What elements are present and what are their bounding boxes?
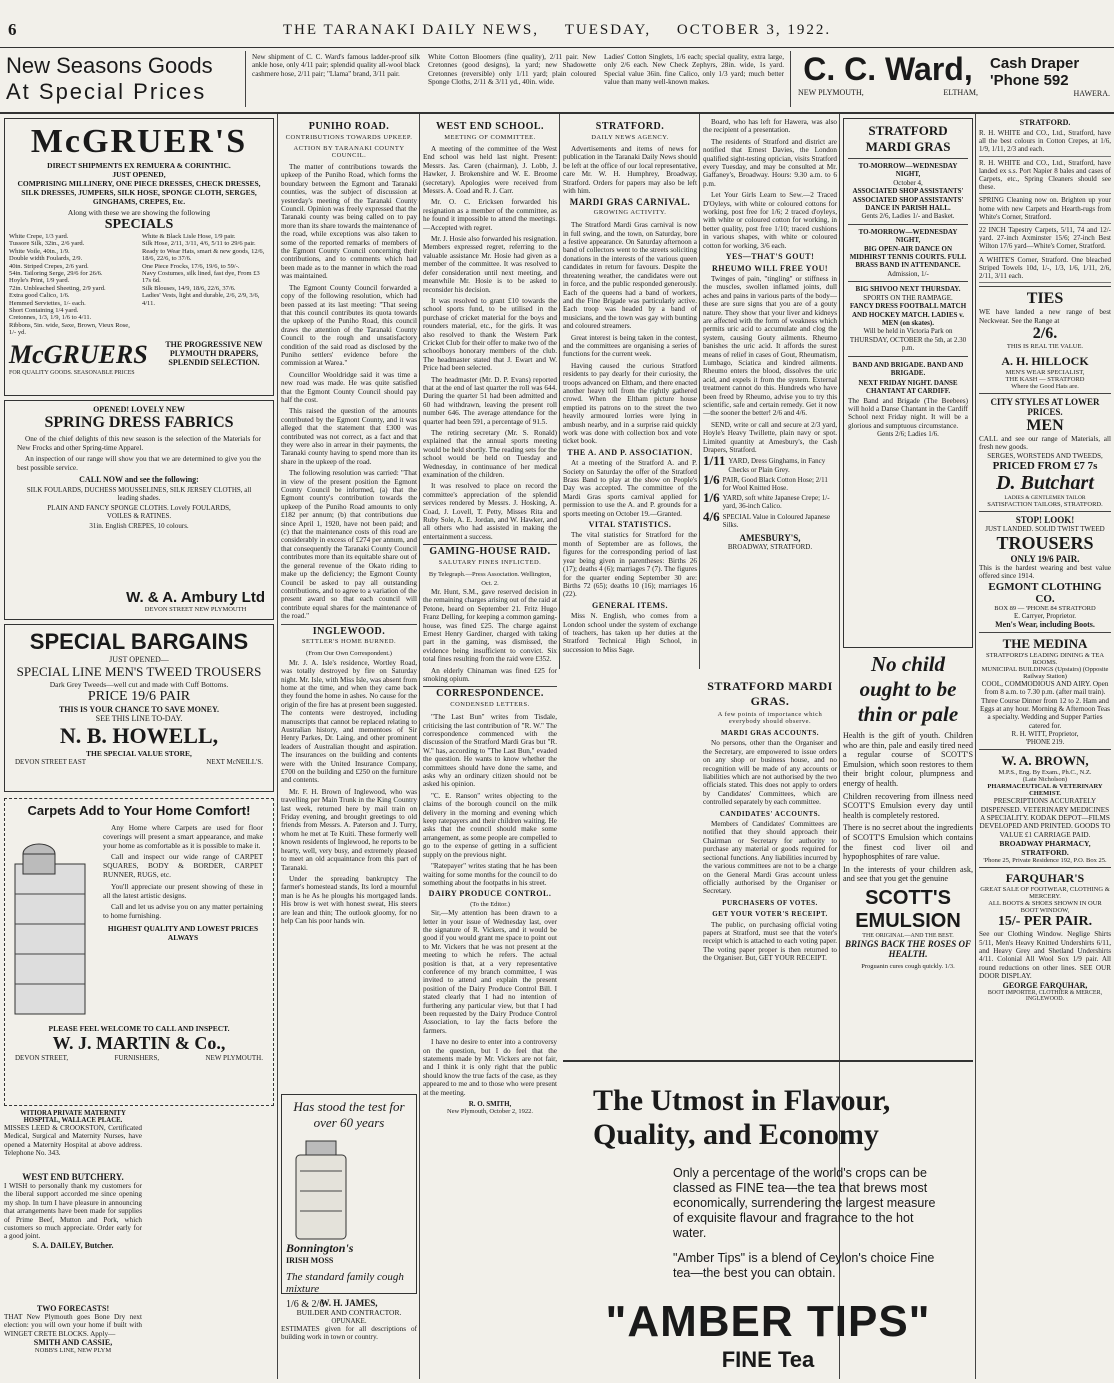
james-advert <box>281 1298 417 1380</box>
ties-head: TIES <box>1026 290 1064 308</box>
egmont-menswear: Men's Wear, including Boots. <box>995 619 1095 629</box>
school-sub: MEETING OF COMMITTEE. <box>444 134 536 141</box>
paper-title-line <box>0 22 1114 39</box>
paper-day: TUESDAY, <box>564 22 652 38</box>
mardi-ad-title-2: MARDI GRAS <box>865 139 951 154</box>
martin-text: Any Home where Carpets are used for floor coverings will present a smart appearance, and make your home as comfortable as it is possible to make it. <box>103 823 263 850</box>
ambury-opened: OPENED! LOVELY NEW <box>93 405 185 414</box>
mardi-gras-notice: STRATFORD MARDI GRAS. A few points of importance which everybody should observe. MARDI GRAS ACCOUNTS. No persons, other than the Organiser and the Secretary, are empowered to issue orders on any shop or business house, and no recognition will be made of any accounts or liabilities which are not authorised by the two officials stated. This does not apply to orders by Candidates' Committees, which are controlled separately by each committee. CANDIDATES' ACCOUNTS. Members of Candidates' Committees are notified that they should approach their Chairman or Secretary for authority to purchase any material or goods required for sectional functions. Any liabilities incurred by the various committees are not to be a charge on the General Mardi Gras account unless officially authorised by the Organiser or Secretary. PURCHASERS OF VOTES. GET YOUR VOTER'S RECEIPT. The public, on purchasing official voting papers at Stratford, must see that the voter's receipt which is attached to each voting paper. The voting paper proper is then returned to the Organiser. But, GET YOUR RECEIPT. <box>703 679 837 963</box>
event-price: Gents 2/6, Ladies 1/- and Basket. <box>861 212 955 221</box>
ward-advert-strip <box>0 49 1114 111</box>
mardi-title: STRATFORD MARDI GRAS. <box>707 679 833 708</box>
medina-name: THE MEDINA <box>1002 635 1088 651</box>
rheumo-head: RHEUMO WILL FREE YOU! <box>711 263 829 273</box>
dairy-sig2: New Plymouth, October 2, 1922. <box>446 1108 534 1116</box>
ward-headline-2: At Special Prices <box>6 79 207 104</box>
amesbury-item <box>703 453 837 474</box>
howell-addr-left: DEVON STREET EAST <box>15 758 87 766</box>
howell-firm: N. B. HOWELL, <box>59 723 219 748</box>
ambury-text1: One of the chief delights of this new season is the selection of the Materials for New Frocks and other Spring-time Apparel. <box>17 435 261 452</box>
martin-title: Carpets Add to Your Home Comfort! <box>27 803 251 818</box>
forecasts-text: THAT New Plymouth goes Bone Dry next election: you will own your home if built with WINGET CRETE BLOCKS. Apply— <box>4 1313 142 1338</box>
stratford-head: STRATFORD. <box>595 121 665 132</box>
white-corner-item: A WHITE'S Corner, Stratford. One bleached Striped Towels 10d, 1/-, 1/3, 1/6, 1/11, 2/6, 2/11, 3/11 each. <box>979 256 1111 284</box>
ambury-list: SILK FOULARDS, DUCHESS MOUSSELINES, SILK JERSEY CLOTHS, all leading shades. <box>26 486 252 502</box>
amber-brand-sub: FINE Tea <box>721 1347 815 1372</box>
martin-addr-2: FURNISHERS, <box>114 1054 160 1062</box>
event <box>848 228 968 282</box>
col7-stratford: STRATFORD. <box>1019 118 1071 127</box>
receipt-head: GET YOUR VOTER'S RECEIPT. <box>712 910 828 919</box>
special-item: Ready to Wear Hats, smart & new goods, 12/6, 18/6, 22/6, to 37/6. <box>142 247 265 263</box>
event-when: TO-MORROW—WEDNESDAY NIGHT, <box>858 162 958 179</box>
ties-text: WE have landed a new range of best Neckwear. See the Range at <box>979 308 1111 325</box>
special-item: White & Black Lisle Hose, 1/9 pair. <box>142 233 236 240</box>
growing-activity: GROWING ACTIVITY. <box>593 208 667 216</box>
egmont-carryer: E. Carryer, Proprietor. <box>1013 611 1077 620</box>
farquhar-name: FARQUHAR'S <box>1005 871 1085 886</box>
special-item: Navy Costumes, silk lined, fast dye, From £3 17s 6d. <box>142 270 260 285</box>
hillock-sub: MEN'S WEAR SPECIALIST, <box>1005 369 1085 377</box>
men-priced: PRICED FROM £7 7s <box>992 459 1098 472</box>
col4-articles: STRATFORD. DAILY NEWS AGENCY. Advertisements and items of news for publication in the Taranaki Daily News should be left at the office of our local representative, care Mr. W. H. Humphrey, Broadway, Stratford. Orders for papers may also be left with him. MARDI GRAS CARNIVAL. GROWING ACTIVITY. The Stratford Mardi Gras carnival is now in full swing, and the town, on Saturday, bore a festive appearance. On Saturday afternoon a band of collectors went to the streets soliciting donations in the interests of the various queen candidates in return for favours. Despite the threatening weather, the candidates were out in force, and the public responded generously. Each of the queens had a band of workers, and the Fine Brigade was particularly active. Each troop was headed by a band of musicians, and the town was gay with bunting and coloured streamers. Great interest is being taken in the contest, and the committees are organising a series of functions for the current week. Having caused the curious Stratford residents to pay dearly for their curiosity, the troops advanced on Eltham, and there enacted another heavy toll from the rightly gathered crowd. When the Eltham picture house emptied its patrons on to the street the two heavily armoured lorries were lying in ambush nearby, and in a surprise raid quickly work was done with collection box and vote ticket book. THE A. AND P. ASSOCIATION. At a meeting of the Stratford A. and P. Society on Saturday the offer of the Stratford Brass Band to play at the show on People's Day was accepted. The committee of the Mardi Gras sports carnival applied for permission to use the A. and P. grounds for a sports meeting on October 19.—Granted. VITAL STATISTICS. The vital statistics for Stratford for the month of September are as follows, the figures for the corresponding period of last year being given in parentheses: Births 26 (17); deaths 4 (6); marriages 7 (7). The figures for the quarter ending September 30 are: Births 72 (65); deaths 10 (16); marriages 16 (22). GENERAL ITEMS. Miss N. English, who comes from a London school under the system of exchange of teachers, has taken up her duties at the Stratford Technical High School, in succession to Miss Sage. <box>563 121 697 654</box>
howell-desc: Dark Grey Tweeds—well cut and made with Cuff Bottoms. <box>49 680 229 689</box>
bonnington-name: Bonnington's <box>286 1241 354 1255</box>
ward-firm-name: C. C. Ward, <box>803 51 973 87</box>
mardi-ad-title-1: STRATFORD <box>868 123 948 138</box>
ambury-firm: W. & A. Ambury Ltd <box>126 589 265 606</box>
event-price: Will be held in Victoria Park on THURSDAY, OCTOBER the 5th, at 2.30 p.m. <box>849 327 967 353</box>
brown-name: W. A. BROWN, <box>1001 753 1089 769</box>
mcgruer-right-tag: THE PROGRESSIVE NEW PLYMOUTH DRAPERS, SPLENDID SELECTION. <box>165 339 263 367</box>
scott-tag: BRINGS BACK THE ROSES OF HEALTH. <box>844 938 972 959</box>
event-date: SPORTS ON THE RAMPAGE. <box>863 293 953 302</box>
bonnington-sub: IRISH MOSS <box>286 1256 334 1265</box>
witiora-head: WITIORA PRIVATE MATERNITY HOSPITAL, WALLACE PLACE. <box>20 1110 126 1124</box>
martin-addr-1: DEVON STREET, <box>15 1054 69 1062</box>
event <box>848 285 968 356</box>
hillock-kash: THE KASH — STRATFORD <box>1005 376 1085 384</box>
trousers-text: This is the hardest wearing and best value offered since 1914. <box>979 563 1111 581</box>
amber-headline-1: The Utmost in Flavour, <box>593 1084 891 1117</box>
brown-text: PRESCRIPTIONS ACCURATELY DISPENSED. VETERINARY MEDICINES A SPECIALITY. KODAK DEPOT—FILMS DEVELOPED AND PRINTED. GOODS TO VALUE £1 CARRIAGE PAID. <box>979 797 1111 839</box>
witt-name: R. H. WITT, Proprietor, <box>1011 730 1079 739</box>
howell-tag: THE SPECIAL VALUE STORE, <box>86 749 192 758</box>
amesbury-item-price: 1/6 <box>703 490 720 506</box>
scott-brand-1: SCOTT'S <box>865 886 951 909</box>
james-name: W. H. JAMES, <box>320 1298 378 1308</box>
cardiff-price: Gents 2/6; Ladies 1/6. <box>877 430 939 439</box>
special-item: One Piece Frocks, 17/6, 19/6, to 59/-. <box>142 262 240 270</box>
martin-adv: Call and let us advise you on any matter pertaining to home furnishing. <box>103 902 263 921</box>
amber-headline-2: Quality, and Economy <box>593 1118 879 1151</box>
butchart-logo: D. Butchart <box>996 471 1094 494</box>
special-item: White Crepe, 1/3 yard. <box>9 233 69 240</box>
event-what: BIG OPEN-AIR DANCE ON MIDHIRST TENNIS COURTS. FULL BRASS BAND IN ATTENDANCE. <box>849 244 967 270</box>
ward-town-1: NEW PLYMOUTH, <box>798 88 864 97</box>
howell-chance: THIS IS YOUR CHANCE TO SAVE MONEY. <box>58 705 220 714</box>
paper-title: THE TARANAKI DAILY NEWS, <box>282 22 539 38</box>
bonnington-price: 1/6 & 2/6 <box>286 1299 325 1310</box>
martin-appr: You'll appreciate our present showing of these in all the latest artistic designs. <box>103 881 263 900</box>
howell-line: SPECIAL LINE MEN'S TWEED TROUSERS <box>16 664 262 679</box>
amesbury-item <box>703 471 837 493</box>
ambury-call: CALL NOW and see the following: <box>79 475 199 484</box>
special-item: Hoyle's Print, 1/9 yard. <box>9 277 70 285</box>
martin-welcome: PLEASE FEEL WELCOME TO CALL AND INSPECT. <box>48 1024 230 1033</box>
event-what: FANCY DRESS FOOTBALL MATCH AND HOCKEY MATCH. LADIES v. MEN (on skates). <box>849 302 967 327</box>
col3-articles: WEST END SCHOOL. MEETING OF COMMITTEE. A meeting of the committee of the West End school was held last night. Present: Messrs. Jas. Caren (chairman), J. Lobb, J. Hawker, J. Brokenshire and W. E. Broome (secretary). Apologies were received from Messrs. A. Coad and R. J. Carr. Mr. O. C. Ericksen forwarded his resignation as a member of the committee, as he found it impossible to attend the meetings.—Accepted with regret. Mr. J. Hosie also forwarded his resignation. Members expressed regret, referring to the valuable assistance Mr. Hosie had given as a member of the committee. It was resolved to defer consideration until next meeting, and meanwhile Mr. Hosie is to be asked to reconsider his decision. It was resolved to grant £10 towards the school sports fund, to be utilised in the purchase of cricket material for the boys and rounders material, etc., for the girls. It was also resolved to thank the Western Park Cricket Club for their offer to make two of the schoolboys honorary members of the club. The headmaster stated that J. Ewart and W. Price had been selected. The headmaster (Mr. D. P. Evans) reported that at the end of last quarter the roll was 644. During the quarter 51 had been admitted and 60 had withdrawn, leaving the present roll number 646. The average attendance for the quarter had been 591, a percentage of 91.5. The retiring secretary (Mr. S. Ronald) explained that the annual sports meeting would be held shortly. The reading sets for the school would be held on Tuesday and Wednesday, in continuance of her medical examination of the children. It was resolved to place on record the committee's appreciation of the splendid services rendered by Messrs. J. Hosking, A. Coad, J. Lovell, T. Petty, Misses Rita and Ruby Sole, A. E. Jordan, and W. Hawker, and all others who had assisted in making the entertainment a success. GAMING-HOUSE RAID. SALUTARY FINES INFLICTED. By Telegraph.—Press Association. Wellington, Oct. 2. Mr. Hunt, S.M., gave reserved decision in the remaining charges arising out of the raid at Petone, heard on September 21. Fritz Hugo Franz Delling, for keeping a common gaming-house, was fined £25. The charge against Ernest Henry Gardiner, charged with taking part in the gaming, was dismissed, the evidence being insufficient to convict. Six total fines resulting from the raid were £352. An elderly Chinaman was fined £25 for smoking opium. CORRESPONDENCE. CONDENSED LETTERS. "The Last Bun" writes from Tisdale, criticising the last contribution of "R. W." The correspondence commenced with the discussion of the Stratford Mardi Gras but "R. W." has, according to "The Last Bun," evaded the question. He wants to know whether the committees should have done the same, and asks why an ordinary citizen should not be asked his opinion. "C. E. Ranson" writes objecting to the claims of the borough council on the milk delivery in the morning and evening which keep ratepayers and their children waiting. He asks that the council should make some arrangement, as some people are compelled to go to the expense of getting in a sufficient supply on the previous night. "Ratepayer" writes stating that he has been waiting for some months for the council to do something about the footpaths in his street. DAIRY PRODUCE CONTROL. (To the Editor.) Sir,—My attention has been drawn to a letter in your issue of Wednesday last, over the signature of R. Vickers, and it would be good if you would grant me space to point out to Mr. Vickers that he was not present at the meeting to which he refers. The actual position is that, at a very representative conference of my branch committee, I was invited to attend and explain the present position of the Dairy Produce Control Bill. I stated clearly that I had no intention of furthering any particular view, but that I had been requested by the Dairy Produce Control Association, to lay the facts before the farmers. I have no desire to enter into a controversy on the question, but I do feel that the statements made by Mr. Vickers are not fair, and I think it is only right that the public should know the true facts of the case, as they appeared to me and to those who were present at the meeting. R. O. SMITH, New Plymouth, October 2, 1922. <box>423 121 557 1116</box>
agency: DAILY NEWS AGENCY. <box>591 134 669 141</box>
brown-late: (Late Nicholson) <box>1022 776 1068 784</box>
ward-phone: 'Phone 592 <box>990 72 1069 89</box>
corr-sub: CONDENSED LETTERS. <box>450 700 530 708</box>
witiora-notice <box>4 1110 142 1168</box>
amesbury-addr: BROADWAY, STRATFORD. <box>727 543 813 552</box>
scott-head-1: No child <box>870 652 946 676</box>
col7-adverts <box>979 118 1111 1380</box>
special-item: Double width Foulards, 2/9. <box>9 255 83 263</box>
page-number: 6 <box>8 20 17 39</box>
ward-town-2: ELTHAM, <box>943 88 978 97</box>
special-item: Extra good Calico, 1/6. <box>9 292 70 300</box>
special-item: Cretonnes, 1/3, 1/9, 1/6 to 4/11. <box>9 314 92 322</box>
trousers-price: ONLY 19/6 PAIR. <box>1010 553 1080 564</box>
vital-head: VITAL STATISTICS. <box>588 520 672 530</box>
farquhar-george: GEORGE FARQUHAR, <box>1002 980 1088 990</box>
medina-sub: STRATFORD'S LEADING DINING & TEA ROOMS. <box>985 651 1105 666</box>
howell-advert <box>4 624 274 792</box>
special-item: 72in. Unbleached Sheeting, 2/9 yard. <box>9 284 106 292</box>
amesbury-item-price: 4/6 <box>703 508 720 524</box>
martin-call: Call and inspect our wide range of CARPET SQUARES, BODY & BORDER, CARPET RUNNER, RUGS, etc. <box>103 852 263 879</box>
amesbury-item-text: YARD, Dress Ginghams, in Fancy Checks or Plain Grey. <box>728 457 826 474</box>
amesbury-item <box>703 508 837 529</box>
event-list <box>848 162 968 357</box>
amesbury-firm: AMESBURY'S, <box>739 533 801 544</box>
amber-brand: "AMBER TIPS" <box>605 1297 931 1346</box>
stop-look: STOP! LOOK! <box>1015 514 1075 525</box>
scott-head-2: ought to be <box>859 677 957 701</box>
butchart-sub: LADIES & GENTLEMEN TAILOR <box>1004 494 1086 501</box>
bottle-illustration <box>286 1131 356 1241</box>
corr-head: CORRESPONDENCE. <box>436 688 544 700</box>
dairy-to: (To the Editor.) <box>470 900 510 908</box>
butchery-sig: S. A. DAILEY, Butcher. <box>32 1240 114 1250</box>
howell-see: SEE THIS LINE TO-DAY. <box>95 714 183 723</box>
puniho-sub2: ACTION BY TARANAKI COUNTY COUNCIL. <box>293 145 405 159</box>
mardi-sub: A few points of importance which everybody should observe. <box>717 711 823 725</box>
special-item: Ribbons, 5in. wide, Saxe, Brown, Vieux Rose, 1/- yd. <box>9 321 130 337</box>
ward-col-a: New shipment of C. C. Ward's famous ladder-proof silk ankle hose, only 4/11 pair; splendid quality all-wool black cashmere hose, 2/11 pair; "Llama" brand, 3/11 pair. <box>252 53 420 78</box>
mcgruer-specials: SPECIALS <box>104 217 174 232</box>
puniho-sub: CONTRIBUTIONS TOWARDS UPKEEP. <box>285 134 413 141</box>
mcgruer-advert <box>4 118 274 396</box>
ward-col-c: Ladies' Cotton Singlets, 1/6 each; special quality, extra large, only 2/6 each. New Check Zephyrs, 28in. wide, 1s yard. Special value 36in. fine Calico, only 1/3 yard; much better value than many well-known makes. <box>604 53 784 87</box>
gaming-head: GAMING-HOUSE RAID. <box>429 546 551 558</box>
ties-value: THIS IS REAL TIE VALUE. <box>1006 343 1084 351</box>
cardiff-text: The Band and Brigade (The Beebees) will hold a Danse Chantant in the Cardiff School next Friday night. It will be a glorious and sumptuous circumstance. <box>848 396 968 430</box>
medina-text: COOL, COMMODIOUS AND AIRY. Open from 8 a.m. to 7.30 p.m. (after mail train). Three Course Dinner from 12 to 2. Ham and Eggs at any hour. Morning & Afternoon Teas a specialty. Wedding and Supper Parties catered for. <box>980 679 1110 730</box>
gout-head: YES—THAT'S GOUT! <box>725 252 815 262</box>
howell-price: PRICE 19/6 PAIR <box>87 689 191 704</box>
proguanin: Proguanin cures cough quickly. 1/3. <box>861 962 955 970</box>
james-trade: BUILDER AND CONTRACTOR. <box>296 1308 402 1317</box>
bonnington-tag: The standard family cough mixture <box>286 1271 404 1295</box>
white-corner-item: R. H. WHITE and CO., Ltd., Stratford, have landed ex s.s. Port Napier 8 bales and cases of Carpets, etc., Spring Cleaners should see these. <box>979 159 1111 195</box>
brown-chem: PHARMACEUTICAL & VETERINARY CHEMIST. <box>987 783 1103 798</box>
event-when: TO-MORROW—WEDNESDAY NIGHT, <box>858 227 958 245</box>
mcgruer-left-list <box>9 233 136 337</box>
mcgruer-logo-tag: FOR QUALITY GOODS. SEASONABLE PRICES <box>9 369 135 376</box>
col5-articles: Board, who has left for Hawera, was also the recipient of a presentation. The residents of Stratford and district are notified that Ernest Davies, the London qualified sight-testing optician, visits Stratford every Tuesday, and may be consulted at Mr. Gaffaney's, Broadway. Hours: 9.30 a.m. to 6 p.m. Let Your Girls Learn to Sew.—2 Traced D'Oyleys, with white or coloured cottons for working, post free for 1/6; 2 traced d'oyleys, with white or coloured cotton for working, in better quality, post free 1/10; traced cushions in various shapes, with white or coloured cotton for working, 3/6 each. YES—THAT'S GOUT! RHEUMO WILL FREE YOU! Twinges of pain, "tingling" or stiffness in the muscles, swollen inflamed joints, dull aches and pains in various parts of the body—these are sure signs that you are of a gouty nature. They show that your liver and kidneys are affected with the form of weakness which permits uric acid to accumulate and clog the system, causing Gouty ailments. Rheumo banishes the uric acid. It affords the surest means of relief in cases of Gout, Rheumatism, Lumbago, Sciatica and kindred ailments. Rheumo enters the blood, dissolves the uric acid, and expels it from the system. External treatment cannot do this. Hundreds who have been freed by Rheumo, advise you to try this scientific, safe and certain remedy. Get it now—the sooner the better! 2/6 and 4/6. SEND, write or call and secure at 2/3 yard, Hoyle's Heavy Twillette, plain navy or spot. Limited quantity at Amesbury's, the Cash Drapers, Stratford. 1/11 YARD, Dress Ginghams, in Fancy Checks or Plain Grey. 1/6 PAIR, Good Black Cotton Hose; 2/11 for Wool Knitted Hose. 1/6 YARD, soft white Japanese Crepe; 1/- yard, 36-inch Calico. 4/6 SPECIAL Value in Coloured Japanese Silks. AMESBURY'S, BROADWAY, STRATFORD. <box>703 118 837 552</box>
puniho-head: PUNIHO ROAD. <box>308 121 390 132</box>
mardi-gras-events-advert <box>843 118 973 648</box>
event-when: BIG SHIVOO NEXT THURSDAY. <box>855 285 961 294</box>
hillock-hats: Where the Good Hats are. <box>1011 383 1079 391</box>
ambury-title: SPRING DRESS FABRICS <box>44 414 234 431</box>
scott-brand-2: EMULSION <box>855 909 961 932</box>
special-item: Ladies' Vests, light and durable, 2/6, 2/9, 3/6, 4/11. <box>142 292 260 307</box>
masthead <box>0 0 1114 46</box>
martin-advert <box>4 798 274 1106</box>
just-landed: JUST LANDED. SOLID TWIST TWEED <box>985 524 1105 533</box>
trousers-head: TROUSERS <box>996 532 1094 553</box>
cand-head: CANDIDATES' ACCOUNTS. <box>719 809 821 818</box>
school-head: WEST END SCHOOL. <box>435 121 545 132</box>
forecasts-notice <box>4 1304 142 1380</box>
amber-tips-advert <box>563 1060 973 1380</box>
pharmacy-phone: 'Phone 25, Private Residence 192, P.O. Box 25. <box>983 857 1107 865</box>
dairy-sig: R. O. SMITH, <box>468 1100 512 1109</box>
howell-just: JUST OPENED— <box>109 655 169 664</box>
ward-town-3: HAWERA. <box>1073 89 1110 98</box>
amesbury-item-list <box>703 453 837 529</box>
event <box>848 162 968 225</box>
james-town: OPUNAKE. <box>331 1317 367 1325</box>
amesbury-item-text: YARD, soft white Japanese Crepe; 1/- yard, 36-inch Calico. <box>722 494 830 511</box>
band-brigade: BAND AND BRIGADE. BAND AND BRIGADE. <box>852 360 964 377</box>
forecasts-addr: NOBB'S LINE, NEW PLYM <box>34 1347 112 1355</box>
martin-addr-3: NEW PLYMOUTH. <box>205 1054 263 1062</box>
ambury-advert <box>4 400 274 620</box>
pharmacy-name: BROADWAY PHARMACY, STRATFORD. <box>999 839 1091 858</box>
hillock-name: A. H. HILLOCK <box>1001 354 1089 369</box>
ward-col-b: White Cotton Bloomers (fine quality), 2/11 pair. New Cretonnes (good designs), la yard; new Shadowette Cretonnes (reversible) only 1/11 yard; plain coloured Sponge Cloths, 2/11 & 3/11 yd., 40in. wide. <box>428 53 596 87</box>
butchery-head: WEST END BUTCHERY. <box>22 1172 124 1182</box>
scott-text: Health is the gift of youth. Children who are thin, pale and easily tired need a regular course of SCOTT'S Emulsion, which soon restores to them their bright colour, plumpness and energy of health. <box>843 731 973 788</box>
cardiff-head: NEXT FRIDAY NIGHT. DANSE CHANTANT AT CARDIFF. <box>858 378 958 395</box>
men-serges: SERGES, WORSTEDS AND TWEEDS, <box>987 451 1103 460</box>
witt-phone: 'PHONE 219. <box>1025 738 1065 747</box>
amber-text1: Only a percentage of the world's crops can be classed as FINE tea—the tea that brews most economically, surrendering the largest measure of exquisite flavour and fragrance to the hot water. <box>673 1166 936 1240</box>
amesbury-item <box>703 490 837 511</box>
howell-title: SPECIAL BARGAINS <box>29 629 249 654</box>
scott-text3: There is no secret about the ingredients of SCOTT'S Emulsion which contains the finest cod liver oil and hypophosphites of rare value. <box>843 823 973 862</box>
mardi-carnival-head: MARDI GRAS CARNIVAL. <box>569 197 691 208</box>
egmont-name: EGMONT CLOTHING CO. <box>988 580 1102 605</box>
egmont-box: BOX 89 — 'PHONE 84 STRATFORD <box>994 604 1096 612</box>
paper-date: OCTOBER 3, 1922. <box>676 22 832 38</box>
farquhar-boots: ALL BOOTS & SHOES SHOWN IN OUR BOOT WINDOW, <box>988 900 1102 915</box>
martin-quality: HIGHEST QUALITY AND LOWEST PRICES ALWAYS <box>107 923 259 942</box>
farquhar-price: 15/- PER PAIR. <box>997 914 1093 930</box>
amesbury-item-price: 1/6 <box>703 471 720 487</box>
special-item: White Voile, 40in., 1/9. <box>9 247 70 255</box>
mcgruer-title: McGRUER'S <box>30 123 248 160</box>
howell-addr-right: NEXT McNEILL'S. <box>206 758 263 766</box>
forecasts-firm: SMITH AND CASSIE, <box>33 1338 113 1348</box>
event-date: October 4, <box>893 178 923 187</box>
farquhar-sale: GREAT SALE OF FOOTWEAR, CLOTHING & MERCERY. <box>980 886 1110 901</box>
mcgruer-right-list <box>142 233 269 337</box>
james-text: ESTIMATES given for all descriptions of building work in town or country. <box>281 1325 417 1342</box>
bonnington-lead: Has stood the test for over 60 years <box>293 1099 405 1130</box>
dairy-head: DAIRY PRODUCE CONTROL. <box>428 889 552 899</box>
general-head: GENERAL ITEMS. <box>592 600 668 610</box>
white-corner-item: R. H. WHITE and CO., Ltd., Stratford, have all the best colours in Cotton Crepes, at 1/6, 1/9, 1/11, 2/3 and each. <box>979 129 1111 157</box>
medina-bld: MUNICIPAL BUILDINGS (Upstairs) (Opposite Railway Station) <box>981 665 1109 680</box>
scott-head-3: thin or pale <box>857 702 959 726</box>
white-corner-item: 22 INCH Tapestry Carpets, 5/11, 74 and 12/- yard. 27-inch Axminster 15/6; 27-inch Best Wilton 17/6 yard—White's Corner, Stratford. <box>979 226 1111 254</box>
white-corner-item: SPRING Cleaning now on. Brighten up your home with new Carpets and Hearth-rugs from White's Corner, Stratford. <box>979 196 1111 224</box>
gaming-sub: SALUTARY FINES INFLICTED. <box>438 558 542 566</box>
amesbury-item-text: SPECIAL Value in Coloured Japanese Silks. <box>722 512 830 529</box>
forecasts-head: TWO FORECASTS! <box>36 1304 110 1313</box>
carpet-roll-illustration <box>9 824 99 1024</box>
butchery-notice <box>4 1172 142 1302</box>
ward-headline-1: New Seasons Goods <box>6 53 213 78</box>
special-item: Hemmed Serviettes, 1/- each. <box>9 299 86 307</box>
men-text: CALL and see our range of Materials, all fresh new goods. <box>979 435 1111 452</box>
ambury-plain: PLAIN AND FANCY SPONGE CLOTHS. Lovely FOULARDS, VOILES & RATINES. <box>47 504 231 520</box>
amesbury-item-price: 1/11 <box>703 453 726 469</box>
ambury-addr: DEVON STREET NEW PLYMOUTH <box>144 606 247 613</box>
men-head: MEN <box>1026 417 1064 435</box>
white-corner-items <box>979 129 1111 283</box>
assoc-head: THE A. AND P. ASSOCIATION. <box>567 447 693 457</box>
scott-text2: Children recovering from illness need SCOTT'S Emulsion every day until health is completely restored. <box>843 791 973 820</box>
special-item: Silk Hose, 2/11, 3/11, 4/6, 5/11 to 29/6 pair. <box>142 240 256 248</box>
butchart-tag: SATISFACTION TAILORS, STRATFORD. <box>987 500 1103 508</box>
farquhar-addr: BOOT IMPORTER, CLOTHIER & MERCER, INGLEWOOD. <box>987 989 1103 1002</box>
ties-price: 2/6. <box>1032 325 1058 343</box>
brown-quals: M.P.S., Eng. By Exam., Ph.C., N.Z. <box>998 769 1092 777</box>
special-item: 40in. Striped Crepes, 2/6 yard. <box>9 262 89 270</box>
butchery-text: I WISH to personally thank my customers for the liberal support accorded me since opening my shop. In turn I have pleasure in announcing that arrangements have been made for supplies of Prime Beef, Mutton and Pork, which customers so much appreciate. Order early for a good joint. <box>4 1182 142 1241</box>
event-what: ASSOCIATED SHOP ASSISTANTS' ASSOCIATED SHOP ASSISTANTS' DANCE IN PARISH HALL. <box>852 187 964 213</box>
event-price: Admission, 1/- <box>887 269 929 278</box>
amesbury-item-text: PAIR, Good Black Cotton Hose; 2/11 for Wool Knitted Hose. <box>722 475 828 493</box>
purchasers-head: PURCHASERS OF VOTES. <box>722 898 818 907</box>
amber-text2: "Amber Tips" is a blend of Ceylon's choice Fine tea—the best you can obtain. <box>673 1251 935 1280</box>
special-item: Silk Blouses, 14/9, 18/6, 22/6, 37/6. <box>142 284 236 292</box>
farquhar-text: See our Clothing Window. Neglige Shirts 5/11, Men's Heavy Knitted Undershirts 6/11, and Heavy Grey and Shetland Undershirts 4/11. Colonial All Wool Sox 1/9 pair. All round reductions on other lines. SEE OUR DOOR DISPLAY. <box>979 930 1111 981</box>
scotts-emulsion-advert <box>843 652 973 1052</box>
scott-orig: THE ORIGINAL—AND THE BEST. <box>862 932 954 939</box>
mga-head: MARDI GRAS ACCOUNTS. <box>720 729 820 737</box>
scott-text4: In the interests of your children ask, and see that you get the genuine <box>843 864 973 884</box>
ambury-crepe: 31in. English CREPES, 10 colours. <box>89 522 189 530</box>
puniho-article: PUNIHO ROAD. CONTRIBUTIONS TOWARDS UPKEEP. ACTION BY TARANAKI COUNTY COUNCIL. The matter of contributions towards the upkeep of the Puniho Road, which forms the boundary between the Egmont and Taranaki counties, was the subject of discussion at yesterday's meeting of the Taranaki County Council. Opinion was freely expressed that the Taranaki county was being called on to pay more than its share towards the maintenance of the road, while exceptions was also taken to some of the reported remarks of members of the Egmont County Council concerning their contributions, and to comments which had been made as to the manner in which the road was maintained. The Egmont County Council forwarded a copy of the following resolution, which had been passed at its last meeting: "That seeing that this council contributes its quota towards the upkeep of the Puniho Road, this council draws the attention of the Taranaki County Council to the rough and unsatisfactory condition of the said road as disclosed by the Puniho settlers' evidence before the commission at Warea." Councillor Wooldridge said it was time a new road was made. He was quite satisfied that the Egmont County Council should pay half the cost. This raised the question of the amounts contributed by the Egmont County, and it was alleged that the statement that £300 was contributed was not correct, as a fact and that they were also in arrear in their payments, the Taranaki county having to spend more than its share in the upkeep of the road. The following resolution was carried: "That in view of the present position the Egmont County Council be informed, (a) that the Egmont county's contribution towards the upkeep of the Puniho Road amounts to only £182 per annum; (b) that contributions due since April 1, 1920, have not been paid; and (c) that the maintenance costs of this road are considerably in excess of £274 per annum, and that consequently the Taranaki County Council contributes more than its equitable share out of the general revenue of the Okato riding to make up the deficiency; the Egmont County Council be asked to pay all outstanding contributions, and to agree to a variation of the present award so that each council will contribute equal shares for the maintenance of the road." INGLEWOOD. SETTLER'S HOME BURNED. (From Our Own Correspondent.) Mr. J. A. Isle's residence, Wortley Road, was totally destroyed by fire on Saturday night. Mr. Isle, with Miss Isle, was absent from home at the time, and when they came back they found the home in ashes. No cause for the origin of the fire has at present been suggested. The contents were destroyed, including manuscripts that cannot be replaced relating to Australian history, and mementoes of Sir Henry Parkes, Dr. Laing, and other prominent leaders of Australian thought and aspiration. The insurances on the building and contents were with the United Insurance Company, £700 on the building and £250 on the furniture and contents. Mr. F. H. Brown of Inglewood, who was travelling per Main Trunk in the King Country last week, returned here by mail train on Friday evening, and brought greetings to old friends from Messrs. A. Paterson and J. Turry, whom he met at Te Kuiti. These formerly well known residents of Inglewood, he reports to be hearty, well, very busy, and extremely pleased to meet an old acquaintance from this part of Taranaki. Under the spreading bankruptcy The farmer's homestead stands, Its lord a mournful man is he As he ploughs his mortgaged lands. His brow is wet with honest sweat, His steers are lean and thin; The outlook gloomy, for no help Can his poor hands win. <box>281 121 417 925</box>
special-item: Short Containing 1/4 yard. <box>9 307 79 315</box>
special-item: 54in. Tailoring Serge, 29/6 for 26/6. <box>9 270 103 278</box>
mcgruer-logo: McGRUERS <box>9 339 148 369</box>
city-styles: CITY STYLES AT LOWER PRICES. <box>990 397 1100 418</box>
mcgruer-line1: DIRECT SHIPMENTS EX REMUERA & CORINTHIC. <box>47 161 231 170</box>
get-receipt: GET YOUR RECEIPT. <box>758 954 827 963</box>
mcgruer-line3: COMPRISING MILLINERY, ONE PIECE DRESSES, CHECK DRESSES, SILK DRESSES, JUMPERS, SILK HOSE, SPONGE CLOTH, SERGES, GINGHAMS, CREPES, Etc. <box>17 179 261 206</box>
witiora-text: MISSES LEED & CROOKSTON, Certificated Medical, Surgical and Maternity Nurses, have opened a Maternity Hospital at above address. Telephone No. 343. <box>4 1124 142 1158</box>
special-item: Tussore Silk, 32in., 2/6 yard. <box>9 240 85 248</box>
mcgruer-line2: JUST OPENED, <box>112 170 166 179</box>
ward-cash-draper: Cash Draper <box>990 55 1080 72</box>
ambury-text2: An inspection of our range will show you that we are determined to give you the best possible service. <box>17 455 261 472</box>
mcgruer-line4: Along with these we are showing the following <box>67 208 211 217</box>
martin-firm: W. J. MARTIN & Co., <box>52 1033 226 1053</box>
